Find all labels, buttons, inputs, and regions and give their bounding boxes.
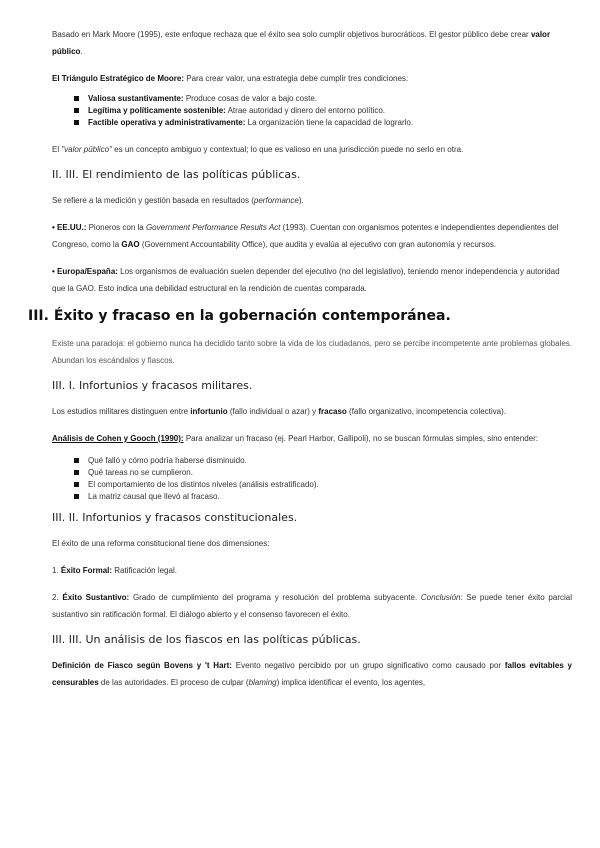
- section-heading-2-3: II. III. El rendimiento de las políticas públicas.: [52, 168, 301, 181]
- eeuu-paragraph: [52, 219, 572, 253]
- triangle-paragraph: [52, 70, 572, 87]
- eeuu-text: (1993). Cuentan con organismos potentes e independientes dependientes del Congreso, como la: [52, 223, 559, 249]
- substantive-number: 2.: [52, 593, 63, 602]
- list-item-bold: Legítima y políticamente sostenible:: [88, 106, 226, 115]
- intro-text: Basado en Mark Moore (1995), este enfoque rechaza que el éxito sea solo cumplir objetivos burocráticos. El gestor público debe crear: [52, 30, 531, 39]
- performance-text-end: ).: [298, 196, 304, 205]
- eeuu-label: • EE.UU.:: [52, 223, 87, 232]
- military-bold-fracaso: fracaso: [318, 407, 347, 416]
- substantive-italic: Conclusión:: [420, 593, 463, 602]
- square-bullet-icon: [74, 482, 79, 487]
- cohen-label: Análisis de Cohen y Gooch (1990):: [52, 434, 184, 443]
- list-item-text: Produce cosas de valor a bajo coste.: [183, 94, 318, 103]
- europa-label: • Europa/España:: [52, 267, 118, 276]
- list-item-text: La matriz causal que llevó al fracaso.: [88, 492, 220, 501]
- list-item-bold: Factible operativa y administrativamente:: [88, 118, 246, 127]
- list-item-text: La organización tiene la capacidad de lograrlo.: [245, 118, 414, 127]
- fiasco-text: de las autoridades. El proceso de culpar (: [98, 678, 249, 687]
- list-item: [74, 455, 572, 467]
- list-item-text: El comportamiento de los distintos niveles (análisis estratificado).: [88, 480, 319, 489]
- square-bullet-icon: [74, 120, 79, 125]
- cohen-paragraph: [52, 430, 572, 447]
- list-item: [74, 93, 572, 105]
- triangle-title: El Triángulo Estratégico de Moore:: [52, 74, 185, 83]
- triangle-list: [52, 93, 572, 129]
- list-item-text: Atrae autoridad y dinero del entorno político.: [225, 106, 386, 115]
- eeuu-gao-bold: GAO: [121, 240, 140, 249]
- constitutional-intro: El éxito de una reforma constitucional tiene dos dimensiones:: [52, 539, 270, 548]
- formal-success-paragraph: [52, 562, 572, 579]
- fiasco-label: Definición de Fiasco según Bovens y 't Hart:: [52, 661, 232, 670]
- intro-text-end: .: [80, 47, 83, 56]
- formal-number: 1.: [52, 566, 61, 575]
- valor-note-post: es un concepto ambiguo y contextual; lo que es valioso en una jurisdicción puede no serlo en otra.: [111, 145, 464, 154]
- fiasco-italic: blaming: [248, 678, 277, 687]
- eeuu-text: Pioneros con la: [86, 223, 146, 232]
- section-heading-3-1: III. I. Infortunios y fracasos militares.: [52, 379, 253, 392]
- substantive-text: Se puede tener éxito parcial sustantivo sin ratificación formal. El diálogo abierto y el consenso favorecen el éxito.: [52, 593, 572, 619]
- list-item-text: Qué tareas no se cumplieron.: [88, 468, 193, 477]
- list-item-text: Qué falló y cómo podría haberse disminuido.: [88, 456, 247, 465]
- valor-note-italic: "valor público": [61, 145, 112, 154]
- formal-text: Ratificación legal.: [112, 566, 177, 575]
- section-heading-3-3: III. III. Un análisis de los fiascos en las políticas públicas.: [52, 633, 361, 646]
- performance-paragraph: [52, 192, 572, 209]
- valor-note-pre: El: [52, 145, 62, 154]
- europa-text: Los organismos de evaluación suelen depender del ejecutivo (no del legislativo), teniendo menor independencia y autoridad que la GAO. Esto indica una debilidad estructural en la rendición de cuentas comparada.: [52, 267, 560, 293]
- section-heading-3-2: III. II. Infortunios y fracasos constitucionales.: [52, 511, 298, 524]
- paradox-paragraph: Existe una paradoja: el gobierno nunca ha decidido tanto sobre la vida de los ciudadanos, pero se percibe incompetente ante problemas globales. Abundan los escándalos y fiascos.: [52, 339, 572, 365]
- square-bullet-icon: [74, 96, 79, 101]
- triangle-text: Para crear valor, una estrategia debe cumplir tres condiciones:: [184, 74, 409, 83]
- square-bullet-icon: [74, 494, 79, 499]
- section-heading-3: III. Éxito y fracaso en la gobernación contemporánea.: [28, 308, 451, 324]
- substantive-text: Grado de cumplimiento del programa y resolución del problema subyacente.: [129, 593, 421, 602]
- fiasco-text: Evento negativo percibido por un grupo significativo como causado por: [231, 661, 505, 670]
- document-page: [28, 26, 572, 691]
- military-text: Los estudios militares distinguen entre: [52, 407, 191, 416]
- list-item: [74, 491, 572, 503]
- formal-bold: Éxito Formal:: [60, 566, 113, 575]
- intro-bold-valor-publico: valor público: [52, 30, 551, 56]
- performance-italic: performance: [253, 196, 299, 205]
- fiasco-bold: fallos evitables y censurables: [52, 661, 572, 687]
- substantive-success-paragraph: [52, 589, 572, 623]
- europa-paragraph: [52, 263, 572, 297]
- fiasco-paragraph: [52, 657, 572, 691]
- list-item: [74, 105, 572, 117]
- square-bullet-icon: [74, 458, 79, 463]
- cohen-text: Para analizar un fracaso (ej. Pearl Harbor, Gallipoli), no se buscan fórmulas simples, sino entender:: [183, 434, 538, 443]
- square-bullet-icon: [74, 470, 79, 475]
- list-item: [74, 467, 572, 479]
- list-item: [74, 117, 572, 129]
- square-bullet-icon: [74, 108, 79, 113]
- eeuu-act-italic: Government Performance Results Act: [145, 223, 281, 232]
- valor-note-paragraph: [52, 141, 572, 158]
- cohen-list: [52, 455, 572, 503]
- military-bold-infortunio: infortunio: [190, 407, 228, 416]
- fiasco-text: ) implica identificar el evento, los agentes,: [276, 678, 426, 687]
- list-item: [74, 479, 572, 491]
- eeuu-text: (Government Accountability Office), que audita y evalúa al ejecutivo con gran autonomía y recursos.: [139, 240, 497, 249]
- substantive-bold: Éxito Sustantivo:: [62, 593, 130, 602]
- military-text: (fallo individual o azar) y: [227, 407, 319, 416]
- list-item-bold: Valiosa sustantivamente:: [88, 94, 184, 103]
- military-paragraph: [52, 403, 572, 420]
- performance-text: Se refiere a la medición y gestión basada en resultados (: [52, 196, 254, 205]
- military-text: (fallo organizativo, incompetencia colectiva).: [346, 407, 506, 416]
- intro-paragraph: [52, 26, 572, 60]
